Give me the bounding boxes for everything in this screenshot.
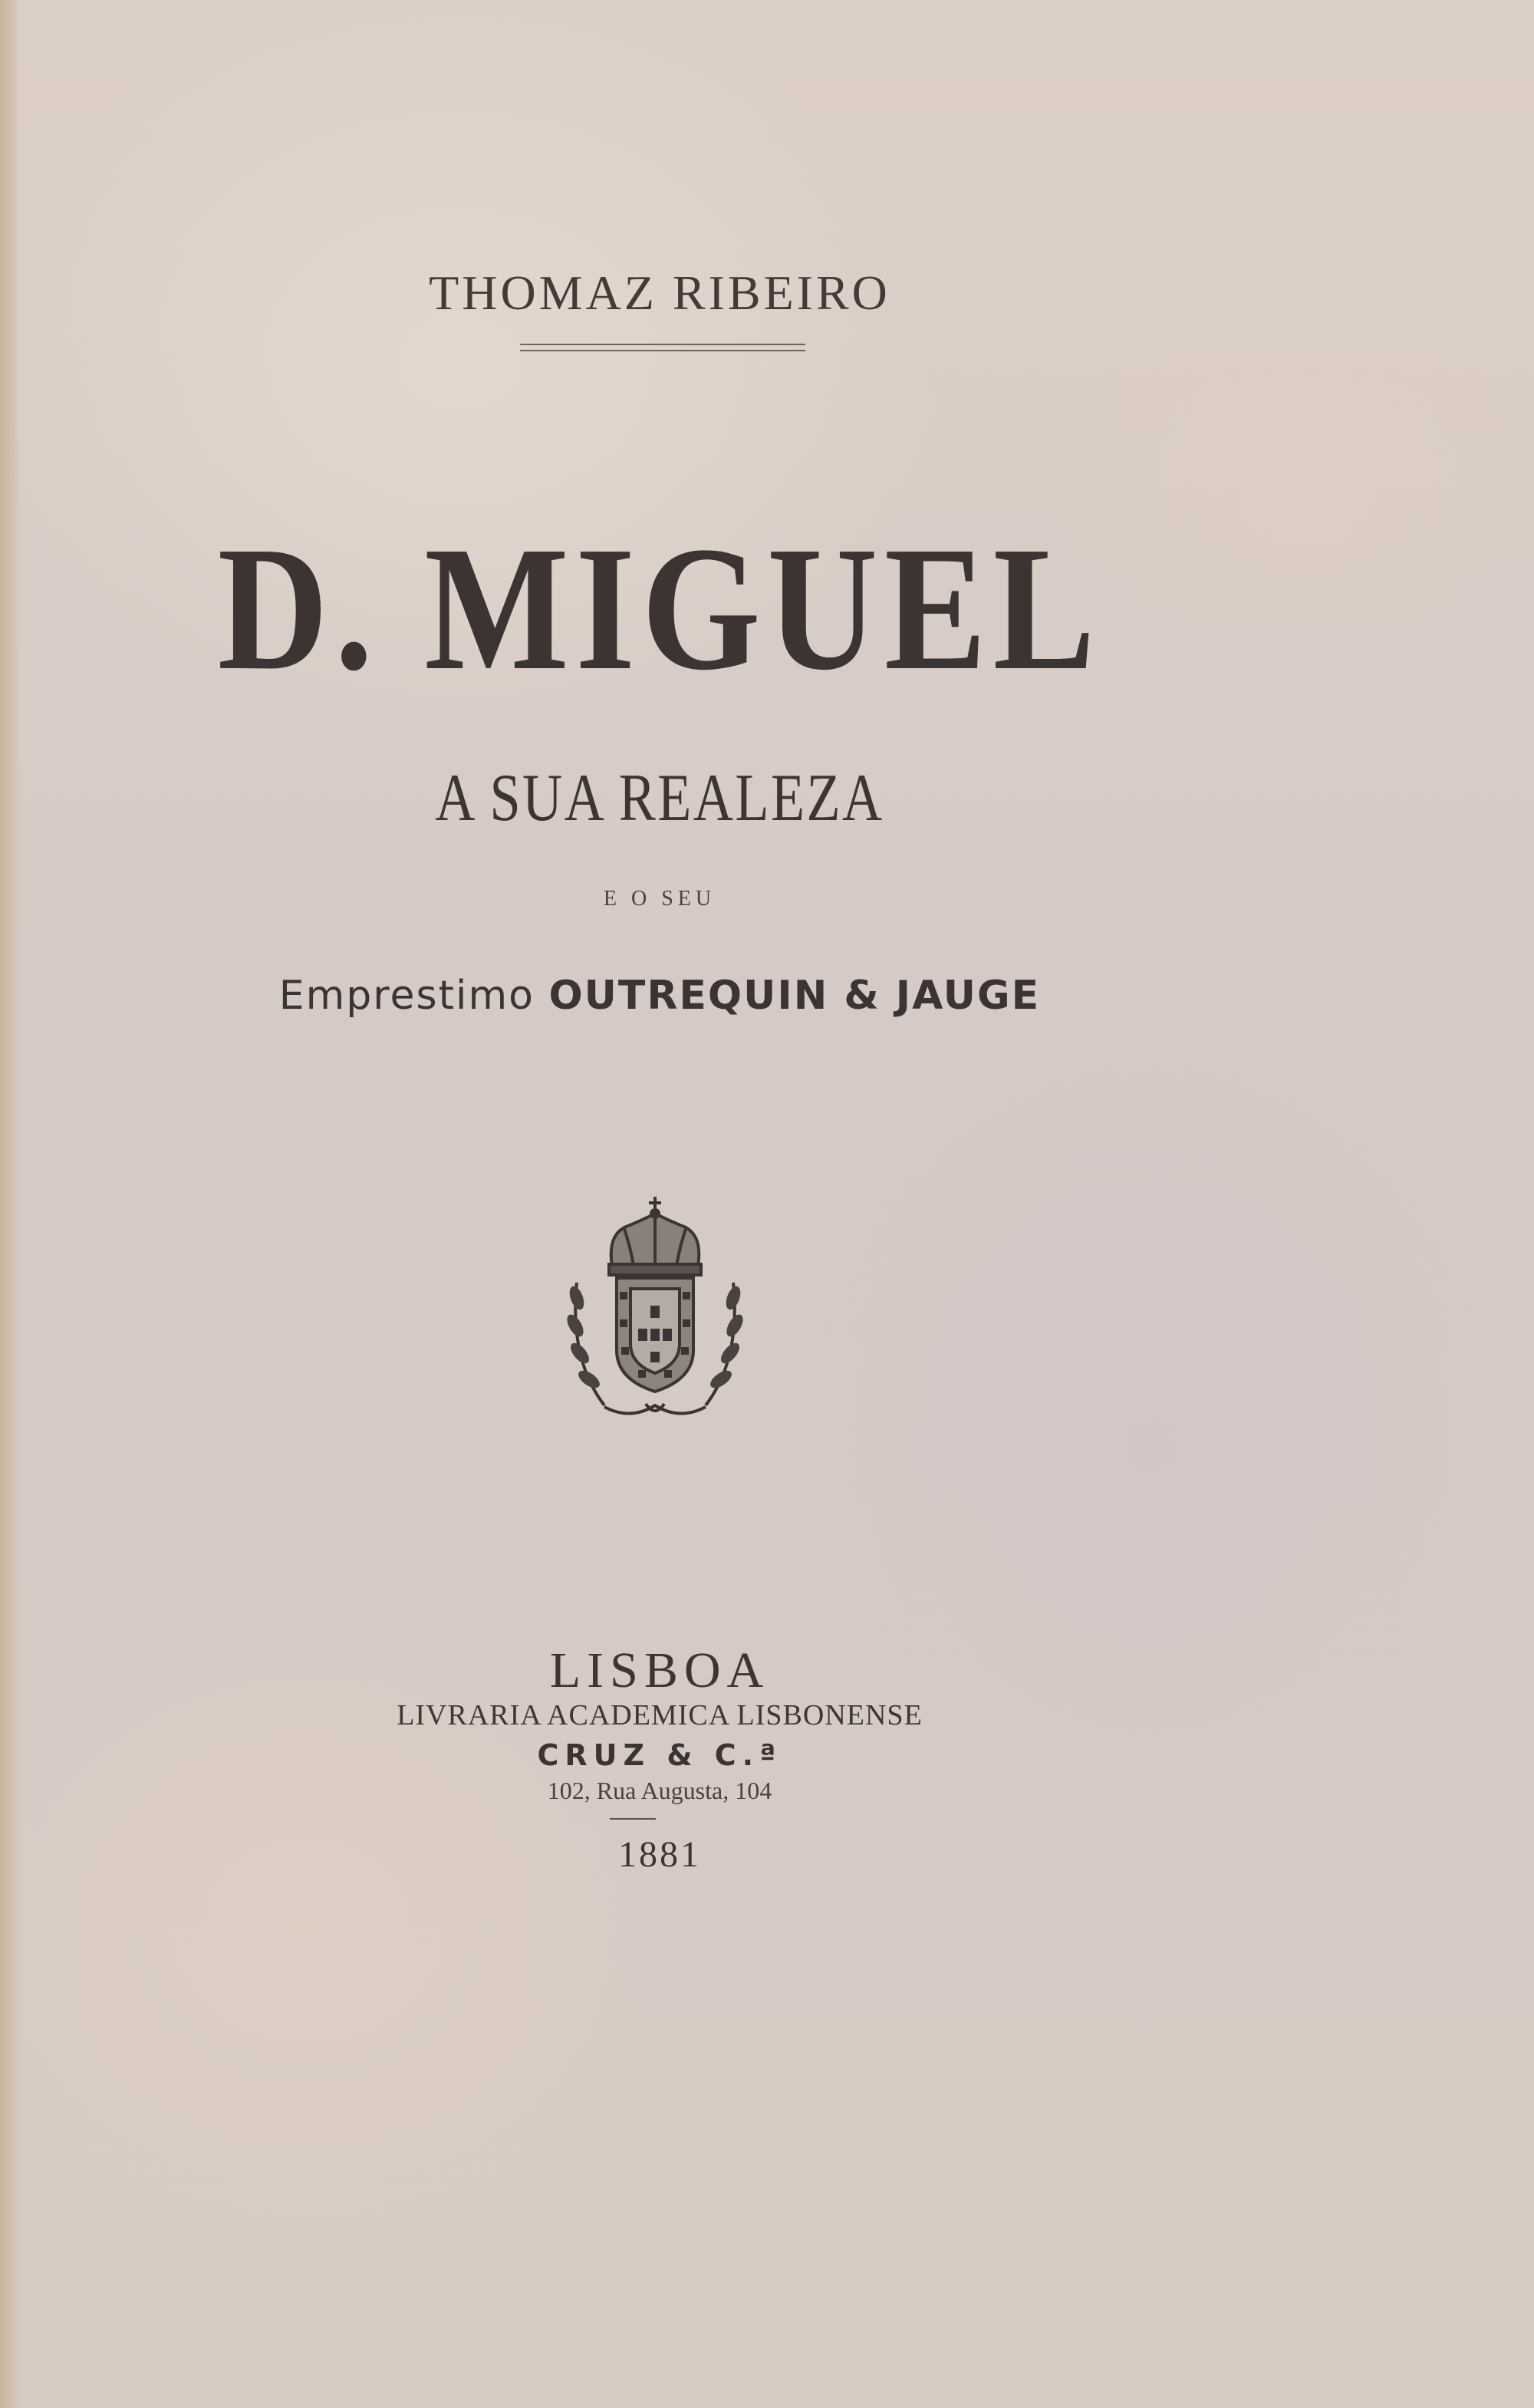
imprint-address: 102, Rua Augusta, 104 xyxy=(547,1777,772,1804)
imprint-year: 1881 xyxy=(618,1834,701,1875)
imprint-city: LISBOA xyxy=(549,1642,770,1698)
loan-prefix: Emprestimo xyxy=(278,973,535,1019)
conjunction-text: E O SEU xyxy=(603,887,716,911)
imprint-firm: CRUZ & C.ª xyxy=(537,1738,782,1772)
book-title: D. MIGUEL xyxy=(217,510,1102,707)
imprint-bookshop: LIVRARIA ACADEMICA LISBONENSE xyxy=(397,1699,923,1731)
page-edge xyxy=(0,0,20,2408)
short-rule xyxy=(610,1818,656,1820)
book-subtitle: A SUA REALEZA xyxy=(435,761,884,835)
author-name: THOMAZ RIBEIRO xyxy=(429,265,890,320)
portuguese-royal-coat-of-arms-icon xyxy=(554,1191,756,1428)
double-rule xyxy=(520,344,805,351)
loan-line xyxy=(0,973,1319,1019)
loan-name: OUTREQUIN & JAUGE xyxy=(548,973,1041,1019)
